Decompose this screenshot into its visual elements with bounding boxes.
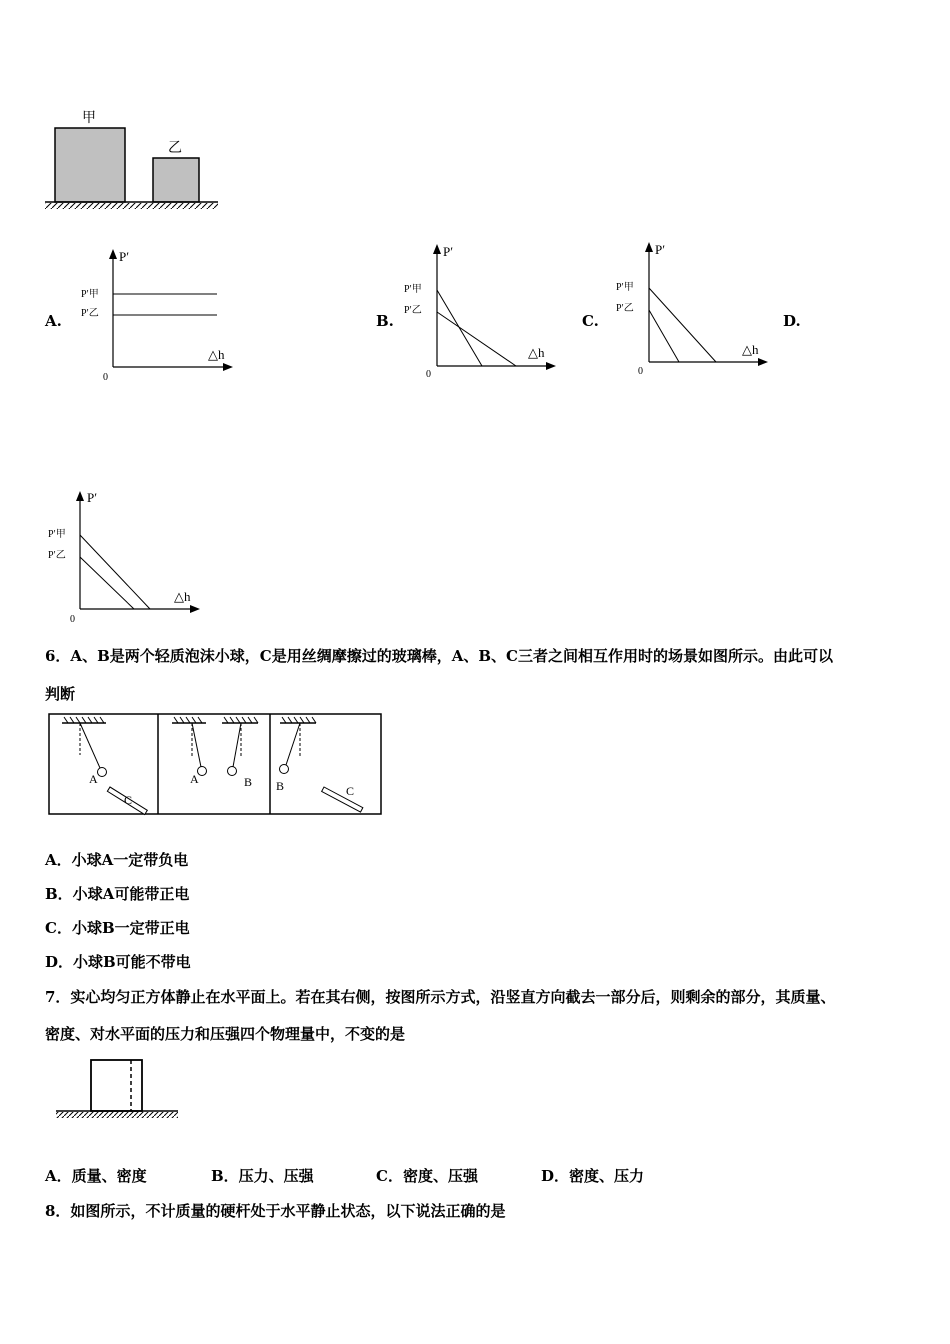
ball-b-label-2: B <box>276 779 285 793</box>
p-jia-label: P′甲 <box>404 284 422 295</box>
line-p-yi <box>437 312 516 366</box>
block-jia <box>55 128 125 202</box>
graph-b <box>400 240 565 380</box>
y-axis-label: P′ <box>119 249 130 264</box>
origin-label: 0 <box>70 614 75 625</box>
line-p-yi <box>649 310 679 362</box>
q7-stem-line2: 密度、对水平面的压力和压强四个物理量中，不变的是 <box>45 1025 406 1043</box>
y-axis-label: P′ <box>87 490 98 505</box>
p-jia-label: P′甲 <box>81 289 99 300</box>
option-c-letter[interactable]: C. <box>582 312 599 330</box>
p-jia-label: P′甲 <box>48 529 66 540</box>
origin-label: 0 <box>103 372 108 383</box>
q7-option-d[interactable]: D．密度、压力 <box>541 1167 645 1185</box>
q7-option-c[interactable]: C．密度、压强 <box>376 1167 478 1185</box>
option-a-letter[interactable]: A. <box>45 312 62 330</box>
p-yi-label: P′乙 <box>81 308 99 319</box>
p-yi-label: P′乙 <box>404 305 422 316</box>
line-p-jia <box>649 288 716 362</box>
graph-a <box>75 245 240 385</box>
option-b-letter[interactable]: B. <box>376 312 394 330</box>
q6-stem-line1: 6．A、B是两个轻质泡沫小球，C是用丝绸摩擦过的玻璃棒，A、B、C三者之间相互作用时的场景如图所示。由此可以 <box>45 647 833 665</box>
q7-cube-figure <box>54 1056 184 1126</box>
x-axis-label: △h <box>208 347 225 362</box>
block-jia-label: 甲 <box>82 111 96 126</box>
x-axis-label: △h <box>742 342 759 357</box>
rod-c-label: C <box>124 793 133 807</box>
q6-option-d[interactable]: D．小球B可能不带电 <box>45 953 191 971</box>
x-axis-label: △h <box>528 345 545 360</box>
q7-option-a[interactable]: A．质量、密度 <box>45 1167 147 1185</box>
blocks-figure <box>40 100 230 215</box>
y-axis-label: P′ <box>443 244 454 259</box>
origin-label: 0 <box>638 366 643 377</box>
graph-d <box>42 485 207 625</box>
q7-stem-line1: 7．实心均匀正方体静止在水平面上。若在其右侧，按图所示方式，沿竖直方向截去一部分后，则剩余的部分，其质量、 <box>45 988 836 1006</box>
y-axis-label: P′ <box>655 242 666 257</box>
x-axis-label: △h <box>174 589 191 604</box>
cube <box>91 1060 142 1111</box>
p-yi-label: P′乙 <box>48 550 66 561</box>
line-p-jia <box>80 535 150 609</box>
origin-label: 0 <box>426 369 431 380</box>
ball-b-label: B <box>244 775 253 789</box>
line-p-jia <box>437 290 482 366</box>
q7-option-b[interactable]: B．压力、压强 <box>211 1167 314 1185</box>
q6-option-a[interactable]: A．小球A一定带负电 <box>45 851 189 869</box>
ball-a-label-2: A <box>190 772 199 786</box>
block-yi <box>153 158 199 202</box>
graph-c <box>612 238 777 378</box>
rod-c-label-2: C <box>346 784 355 798</box>
q6-stem-line2: 判断 <box>45 685 76 703</box>
p-yi-label: P′乙 <box>616 303 634 314</box>
ball-a-label: A <box>89 772 98 786</box>
p-jia-label: P′甲 <box>616 282 634 293</box>
q8-stem-line1: 8．如图所示，不计质量的硬杆处于水平静止状态，以下说法正确的是 <box>45 1202 506 1220</box>
q6-option-b[interactable]: B．小球A可能带正电 <box>45 885 190 903</box>
q6-option-c[interactable]: C．小球B一定带正电 <box>45 919 190 937</box>
q6-figure <box>48 713 384 817</box>
option-d-letter[interactable]: D. <box>783 312 801 330</box>
block-yi-label: 乙 <box>168 141 182 156</box>
